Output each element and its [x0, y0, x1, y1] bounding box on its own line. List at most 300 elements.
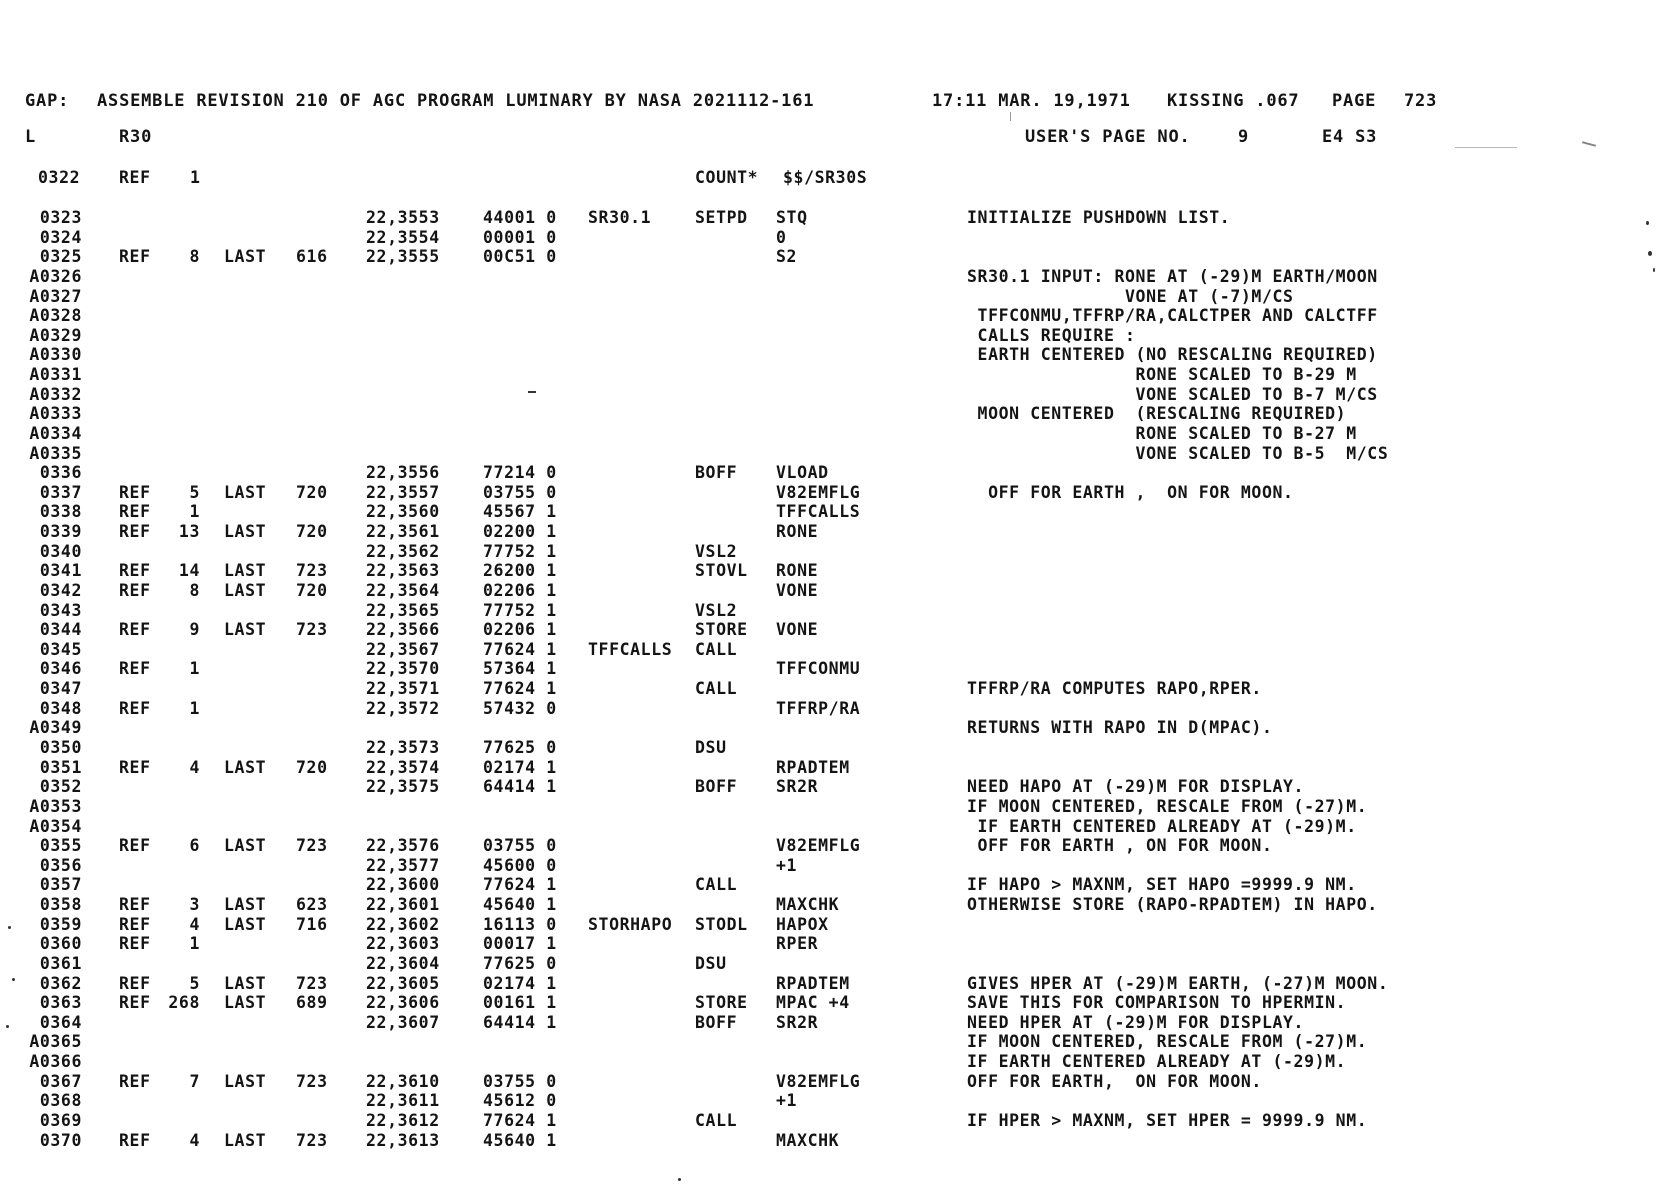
octal-code: 77624 1	[483, 875, 557, 895]
octal-code: 03755 0	[483, 836, 557, 856]
line-number: 0368	[39, 1091, 82, 1111]
ref-count: 13	[178, 522, 200, 542]
comment: OTHERWISE STORE (RAPO-RPADTEM) IN HAPO.	[967, 895, 1378, 915]
line-number: A0335	[29, 443, 82, 463]
last-keyword: LAST	[224, 1071, 267, 1091]
line-number: 0359	[39, 914, 82, 934]
op-field: STORE	[695, 993, 748, 1013]
address: 22,3567	[366, 639, 440, 659]
listing-row	[0, 581, 1660, 600]
line-number: 0360	[39, 934, 82, 954]
last-number: 716	[296, 914, 328, 934]
scan-mark	[8, 926, 11, 929]
op-field: VSL2	[695, 600, 738, 620]
subheader-line	[0, 128, 1660, 147]
header-page-number: 723	[1404, 91, 1438, 111]
address: 22,3553	[366, 208, 440, 227]
line-number: 0352	[39, 777, 82, 797]
scan-mark	[1646, 221, 1649, 225]
op-field: CALL	[695, 679, 738, 699]
line-number: 0325	[39, 247, 82, 267]
last-number: 723	[296, 561, 328, 581]
listing-row	[0, 699, 1660, 718]
line-number: 0362	[39, 973, 82, 993]
arg-field: MPAC +4	[776, 993, 850, 1013]
comment: RETURNS WITH RAPO IN D(MPAC).	[967, 718, 1273, 738]
listing-row	[0, 993, 1660, 1012]
line-number: 0340	[39, 541, 82, 561]
line-number: 0363	[39, 993, 82, 1013]
arg-field: STQ	[776, 208, 808, 227]
line-number: 0369	[39, 1110, 82, 1130]
listing-row	[0, 1072, 1660, 1091]
line-number: A0332	[29, 384, 82, 404]
arg-field: V82EMFLG	[776, 836, 861, 856]
address: 22,3612	[366, 1110, 440, 1130]
arg-field: MAXCHK	[776, 895, 840, 915]
op-field: STORE	[695, 620, 748, 640]
arg-field: +1	[776, 855, 798, 875]
octal-code: 77752 1	[483, 541, 557, 561]
octal-code: 00161 1	[483, 993, 557, 1013]
octal-code: 45640 1	[483, 895, 557, 915]
header-kissing: KISSING .067	[1167, 91, 1300, 111]
octal-code: 02206 1	[483, 580, 557, 600]
arg-field: TFFCALLS	[776, 502, 861, 522]
octal-code: 45600 0	[483, 855, 557, 875]
listing-row	[0, 974, 1660, 993]
listing-row	[0, 267, 1660, 286]
header-title: ASSEMBLE REVISION 210 OF AGC PROGRAM LUMINARY BY NASA 2021112-161	[97, 91, 815, 111]
arg-field: SR2R	[776, 777, 819, 797]
listing-row	[0, 522, 1660, 541]
arg-field: TFFRP/RA	[776, 698, 861, 718]
line-number: A0328	[29, 306, 82, 326]
line-number: 0356	[39, 855, 82, 875]
line-number: 0342	[39, 580, 82, 600]
address: 22,3564	[366, 580, 440, 600]
listing-row	[0, 326, 1660, 345]
scan-mark	[6, 1025, 9, 1028]
listing-row	[0, 620, 1660, 639]
address: 22,3607	[366, 1012, 440, 1032]
comment: TFFCONMU,TFFRP/RA,CALCTPER AND CALCTFF	[967, 306, 1378, 326]
ref-keyword: REF	[119, 1130, 151, 1150]
ref-keyword: REF	[119, 757, 151, 777]
listing-row	[0, 542, 1660, 561]
line-number: 0355	[39, 836, 82, 856]
listing-row	[0, 777, 1660, 796]
line-number: 0370	[39, 1130, 82, 1150]
listing-row	[0, 1131, 1660, 1150]
line-number: A0365	[29, 1032, 82, 1052]
line-number: 0339	[39, 522, 82, 542]
listing-row	[0, 208, 1660, 227]
octal-code: 03755 0	[483, 1071, 557, 1091]
address: 22,3565	[366, 600, 440, 620]
address: 22,3573	[366, 738, 440, 757]
line-number: A0353	[29, 796, 82, 816]
octal-code: 02200 1	[483, 522, 557, 542]
octal-code: 57432 0	[483, 698, 557, 718]
listing-row	[0, 345, 1660, 364]
scan-mark	[528, 391, 536, 393]
comment: NEED HAPO AT (-29)M FOR DISPLAY.	[967, 777, 1305, 797]
last-number: 720	[296, 522, 328, 542]
op-field: CALL	[695, 1110, 738, 1130]
comment: OFF FOR EARTH, ON FOR MOON.	[967, 1071, 1262, 1091]
users-page-label: USER'S PAGE NO.	[1025, 127, 1191, 147]
address: 22,3566	[366, 620, 440, 640]
line-number: A0334	[29, 423, 82, 443]
op-field: BOFF	[695, 463, 738, 483]
line-number: 0323	[39, 208, 82, 227]
users-page-number: 9	[1238, 127, 1250, 147]
listing-row	[0, 1052, 1660, 1071]
line-number: 0341	[39, 561, 82, 581]
line-number: A0326	[29, 266, 82, 286]
line-number: 0367	[39, 1071, 82, 1091]
ref-keyword: REF	[119, 482, 151, 502]
octal-code: 64414 1	[483, 777, 557, 797]
op-field: BOFF	[695, 1012, 738, 1032]
octal-code: 44001 0	[483, 208, 557, 227]
listing-row	[0, 679, 1660, 698]
last-number: 723	[296, 620, 328, 640]
octal-code: 45612 0	[483, 1091, 557, 1111]
octal-code: 45640 1	[483, 1130, 557, 1150]
last-keyword: LAST	[224, 482, 267, 502]
listing-row	[0, 561, 1660, 580]
op-field: CALL	[695, 639, 738, 659]
address: 22,3604	[366, 953, 440, 973]
octal-code: 77625 0	[483, 738, 557, 757]
arg-field: HAPOX	[776, 914, 829, 934]
listing-row	[0, 385, 1660, 404]
ref-count: 14	[178, 561, 200, 581]
listing-row	[0, 365, 1660, 384]
label-field: SR30.1	[588, 208, 652, 227]
last-keyword: LAST	[224, 522, 267, 542]
ref-count: 268	[168, 993, 200, 1013]
octal-code: 02174 1	[483, 757, 557, 777]
line-number: 0345	[39, 639, 82, 659]
last-number: 723	[296, 836, 328, 856]
listing-row	[0, 1111, 1660, 1130]
address: 22,3555	[366, 247, 440, 267]
last-keyword: LAST	[224, 836, 267, 856]
last-keyword: LAST	[224, 247, 267, 267]
scan-mark	[1455, 147, 1517, 148]
comment: VONE SCALED TO B-7 M/CS	[967, 384, 1378, 404]
ref-keyword: REF	[119, 1071, 151, 1091]
comment: GIVES HPER AT (-29)M EARTH, (-27)M MOON.	[967, 973, 1389, 993]
ref-keyword: REF	[119, 895, 151, 915]
op-field: VSL2	[695, 541, 738, 561]
address: 22,3560	[366, 502, 440, 522]
ref-count: 4	[189, 1130, 200, 1150]
comment: EARTH CENTERED (NO RESCALING REQUIRED)	[967, 345, 1378, 365]
line-number: A0329	[29, 325, 82, 345]
octal-code: 45567 1	[483, 502, 557, 522]
octal-code: 77752 1	[483, 600, 557, 620]
ref-count: 5	[189, 973, 200, 993]
op-field: DSU	[695, 953, 727, 973]
ref-count: 9	[189, 620, 200, 640]
comment: IF HPER > MAXNM, SET HPER = 9999.9 NM.	[967, 1110, 1368, 1130]
octal-code: 77625 0	[483, 953, 557, 973]
line-number: A0333	[29, 404, 82, 424]
address: 22,3577	[366, 855, 440, 875]
header-datetime: 17:11 MAR. 19,1971	[932, 91, 1131, 111]
line-number: 0337	[39, 482, 82, 502]
comment: IF HAPO > MAXNM, SET HAPO =9999.9 NM.	[967, 875, 1357, 895]
octal-code: 26200 1	[483, 561, 557, 581]
ref-keyword: REF	[119, 247, 151, 267]
ref-keyword: REF	[119, 522, 151, 542]
line-number: 0351	[39, 757, 82, 777]
octal-code: 02174 1	[483, 973, 557, 993]
listing-row	[0, 758, 1660, 777]
last-number: 720	[296, 757, 328, 777]
listing-row	[0, 601, 1660, 620]
octal-code: 64414 1	[483, 1012, 557, 1032]
op-field: CALL	[695, 875, 738, 895]
listing-row	[0, 463, 1660, 482]
subheader-e4s3: E4 S3	[1322, 127, 1378, 147]
octal-code: 16113 0	[483, 914, 557, 934]
listing-row	[0, 954, 1660, 973]
header-gap: GAP:	[25, 91, 70, 111]
octal-code: 00001 0	[483, 227, 557, 247]
address: 22,3572	[366, 698, 440, 718]
arg-field: RONE	[776, 522, 819, 542]
address: 22,3556	[366, 463, 440, 483]
scan-mark	[1648, 251, 1652, 256]
listing-row	[0, 718, 1660, 737]
ref-count: 1	[189, 698, 200, 718]
last-keyword: LAST	[224, 993, 267, 1013]
ref-keyword: REF	[119, 934, 151, 954]
header-page-label: PAGE	[1332, 91, 1377, 111]
arg-field: RPADTEM	[776, 973, 850, 993]
line-number: 0348	[39, 698, 82, 718]
line-number: 0361	[39, 953, 82, 973]
octal-code: 03755 0	[483, 482, 557, 502]
listing-row	[0, 895, 1660, 914]
listing-row	[0, 444, 1660, 463]
address: 22,3611	[366, 1091, 440, 1111]
comment: IF EARTH CENTERED ALREADY AT (-29)M.	[967, 1052, 1347, 1072]
line-number: 0343	[39, 600, 82, 620]
listing-row	[0, 228, 1660, 247]
ref-count: 7	[189, 1071, 200, 1091]
listing-row	[0, 797, 1660, 816]
last-keyword: LAST	[224, 1130, 267, 1150]
listing-row	[0, 1032, 1660, 1051]
address: 22,3613	[366, 1130, 440, 1150]
octal-code: 57364 1	[483, 659, 557, 679]
line-number: 0358	[39, 895, 82, 915]
line-number: A0331	[29, 365, 82, 385]
octal-code: 02206 1	[483, 620, 557, 640]
listing-row	[0, 738, 1660, 757]
comment: VONE SCALED TO B-5 M/CS	[967, 443, 1389, 463]
arg-field: RONE	[776, 561, 819, 581]
listing-row	[0, 1091, 1660, 1110]
listing-row	[0, 875, 1660, 894]
arg-field: VONE	[776, 580, 819, 600]
octal-code: 77214 0	[483, 463, 557, 483]
op-field: STOVL	[695, 561, 748, 581]
arg-field: S2	[776, 247, 798, 267]
line-number: 0347	[39, 679, 82, 699]
arg-field: $$/SR30S	[783, 168, 868, 187]
ref-count: 3	[189, 895, 200, 915]
octal-code: 00C51 0	[483, 247, 557, 267]
label-field: TFFCALLS	[588, 639, 673, 659]
ref-keyword: REF	[119, 698, 151, 718]
address: 22,3605	[366, 973, 440, 993]
last-keyword: LAST	[224, 580, 267, 600]
octal-code: 77624 1	[483, 679, 557, 699]
line-number: 0364	[39, 1012, 82, 1032]
op-field: DSU	[695, 738, 727, 757]
address: 22,3602	[366, 914, 440, 934]
listing-row	[0, 483, 1660, 502]
listing-row	[0, 404, 1660, 423]
line-number: 0346	[39, 659, 82, 679]
ref-keyword: REF	[119, 168, 151, 187]
ref-keyword: REF	[119, 914, 151, 934]
listing-row	[0, 287, 1660, 306]
ref-keyword: REF	[119, 620, 151, 640]
address: 22,3600	[366, 875, 440, 895]
scan-mark	[1010, 112, 1011, 121]
listing-row	[0, 424, 1660, 443]
scan-mark	[678, 1178, 681, 1181]
op-field: SETPD	[695, 208, 748, 227]
comment: SR30.1 INPUT: RONE AT (-29)M EARTH/MOON	[967, 266, 1378, 286]
line-number: 0357	[39, 875, 82, 895]
comment: TFFRP/RA COMPUTES RAPO,RPER.	[967, 679, 1262, 699]
comment: RONE SCALED TO B-29 M	[967, 365, 1357, 385]
line-number: A0354	[29, 816, 82, 836]
comment: IF MOON CENTERED, RESCALE FROM (-27)M.	[967, 1032, 1368, 1052]
line-number: 0344	[39, 620, 82, 640]
comment: OFF FOR EARTH , ON FOR MOON.	[967, 836, 1273, 856]
ref-keyword: REF	[119, 561, 151, 581]
listing-row	[0, 817, 1660, 836]
op-field: STODL	[695, 914, 748, 934]
arg-field: MAXCHK	[776, 1130, 840, 1150]
ref-count: 6	[189, 836, 200, 856]
address: 22,3603	[366, 934, 440, 954]
last-number: 623	[296, 895, 328, 915]
comment: MOON CENTERED (RESCALING REQUIRED)	[967, 404, 1347, 424]
line-number: 0322	[38, 168, 81, 187]
op-field: COUNT*	[695, 168, 759, 187]
ref-count: 8	[189, 247, 200, 267]
arg-field: RPADTEM	[776, 757, 850, 777]
last-number: 723	[296, 1130, 328, 1150]
address: 22,3561	[366, 522, 440, 542]
address: 22,3574	[366, 757, 440, 777]
arg-field: V82EMFLG	[776, 482, 861, 502]
octal-code: 77624 1	[483, 1110, 557, 1130]
last-number: 723	[296, 973, 328, 993]
ref-keyword: REF	[119, 502, 151, 522]
line-number: 0350	[39, 738, 82, 757]
line-number: A0327	[29, 286, 82, 306]
ref-keyword: REF	[119, 973, 151, 993]
last-keyword: LAST	[224, 620, 267, 640]
last-number: 616	[296, 247, 328, 267]
last-number: 723	[296, 1071, 328, 1091]
scan-mark	[12, 978, 15, 981]
last-keyword: LAST	[224, 914, 267, 934]
comment: NEED HPER AT (-29)M FOR DISPLAY.	[967, 1012, 1305, 1032]
last-number: 689	[296, 993, 328, 1013]
scan-mark	[1653, 268, 1655, 272]
address: 22,3610	[366, 1071, 440, 1091]
line-number: 0336	[39, 463, 82, 483]
ref-keyword: REF	[119, 659, 151, 679]
address: 22,3606	[366, 993, 440, 1013]
arg-field: VLOAD	[776, 463, 829, 483]
last-number: 720	[296, 482, 328, 502]
last-keyword: LAST	[224, 561, 267, 581]
listing-row	[0, 247, 1660, 266]
comment: CALLS REQUIRE :	[967, 325, 1136, 345]
ref-count: 1	[190, 168, 201, 187]
line-number: 0338	[39, 502, 82, 522]
comment: OFF FOR EARTH , ON FOR MOON.	[967, 482, 1294, 502]
listing-row	[0, 640, 1660, 659]
line-number: 0324	[39, 227, 82, 247]
comment: SAVE THIS FOR COMPARISON TO HPERMIN.	[967, 993, 1347, 1013]
last-keyword: LAST	[224, 973, 267, 993]
ref-count: 1	[189, 934, 200, 954]
address: 22,3557	[366, 482, 440, 502]
ref-count: 8	[189, 580, 200, 600]
comment: INITIALIZE PUSHDOWN LIST.	[967, 208, 1231, 227]
listing-row	[0, 306, 1660, 325]
arg-field: V82EMFLG	[776, 1071, 861, 1091]
arg-field: VONE	[776, 620, 819, 640]
ref-count: 5	[189, 482, 200, 502]
listing-row	[0, 659, 1660, 678]
address: 22,3563	[366, 561, 440, 581]
listing-row	[0, 856, 1660, 875]
ref-count: 1	[189, 502, 200, 522]
address: 22,3570	[366, 659, 440, 679]
ref-count: 1	[189, 659, 200, 679]
ref-count: 4	[189, 757, 200, 777]
address: 22,3576	[366, 836, 440, 856]
line-number: A0349	[29, 718, 82, 738]
address: 22,3601	[366, 895, 440, 915]
ref-keyword: REF	[119, 580, 151, 600]
address: 22,3571	[366, 679, 440, 699]
last-keyword: LAST	[224, 895, 267, 915]
ref-count: 4	[189, 914, 200, 934]
header-line	[0, 92, 1660, 111]
label-field: STORHAPO	[588, 914, 673, 934]
subheader-l: L	[25, 127, 37, 147]
comment: RONE SCALED TO B-27 M	[967, 423, 1357, 443]
subheader-routine: R30	[119, 127, 153, 147]
